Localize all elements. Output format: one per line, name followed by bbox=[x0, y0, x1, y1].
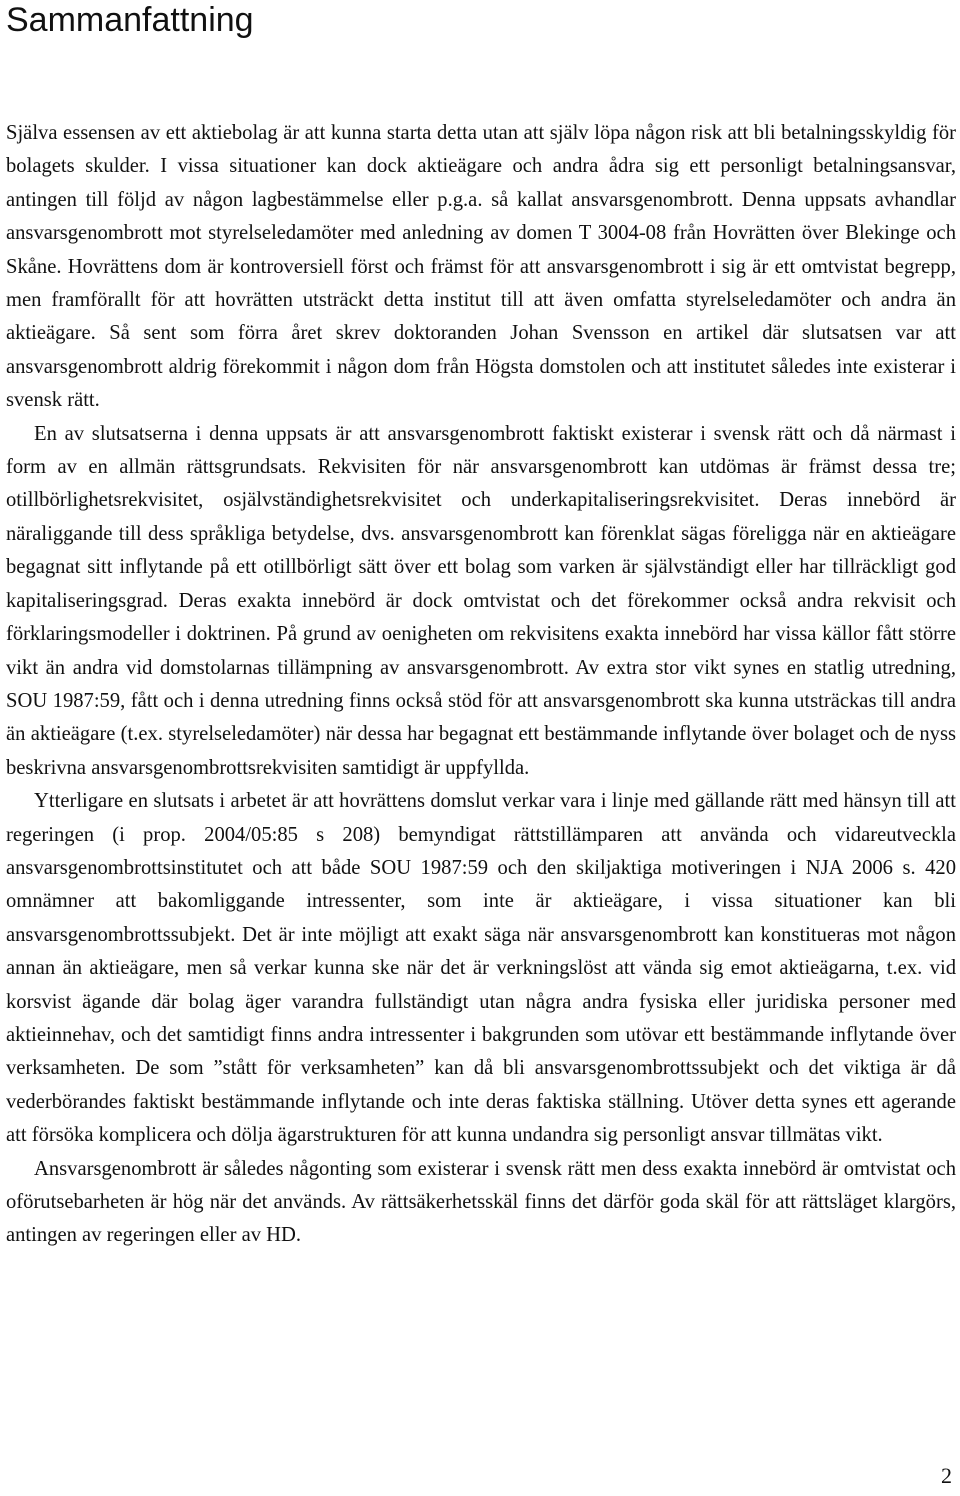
paragraph-2: En av slutsatserna i denna uppsats är att ansvarsgenombrott faktiskt existerar i svensk rätt och då närmast i form av en allmän rättsgrundsats. Rekvisiten för när ansvarsgenombrott kan utdömas är främst dessa tre; otillbörlighetsrekvisitet, osjälvständighetsrekvisitet och underkapitaliseringsrekvisitet. Deras innebörd är näraliggande till dess språkliga betydelse, dvs. ansvarsgenombrott kan förenklat sägas föreligga när en aktieägare begagnat sitt inflytande på ett otillbörligt sätt över ett bolag som varken är självständigt eller har tillräckligt god kapitaliseringsgrad. Deras exakta innebörd är dock omtvistat och det förekommer också andra rekvisit och förklaringsmodeller i doktrinen. På grund av oenigheten om rekvisitens exakta innebörd har vissa källor fått större vikt än andra vid domstolarnas tillämpning av ansvarsgenombrott. Av extra stor vikt synes en statlig utredning, SOU 1987:59, fått och i denna utredning finns också stöd för att ansvarsgenombrott ska kunna utsträckas till andra än aktieägare (t.ex. styrelseledamöter) när dessa har begagnat ett bestämmande inflytande över bolaget och de nyss beskrivna ansvarsgenombrottsrekvisiten samtidigt är uppfyllda. bbox=[6, 422, 956, 779]
page-number: 2 bbox=[941, 1463, 952, 1488]
paragraph-4: Ansvarsgenombrott är således någonting som existerar i svensk rätt men dess exakta innebörd är omtvistat och oförutsebarheten är hög när det används. Av rättsäkerhetsskäl finns det därför goda skäl för att rättsläget klargörs, antingen av regeringen eller av HD. bbox=[6, 1157, 956, 1247]
paragraph-3: Ytterligare en slutsats i arbetet är att hovrättens domslut verkar vara i linje med gällande rätt med hänsyn till att regeringen (i prop. 2004/05:85 s 208) bemyndigat rättstillämparen att använda och vidareutveckla ansvarsgenombrottsinstitutet och att både SOU 1987:59 och den skiljaktiga motiveringen i NJA 2006 s. 420 omnämner att bakomliggande intressenter, som inte är aktieägare, i vissa situationer kan bli ansvarsgenombrottssubjekt. Det är inte möjligt att exakt säga när ansvarsgenombrott kan konstitueras mot någon annan än aktieägare, men så verkar kunna ske när det är verkningslöst att vända sig emot aktieägarna, t.ex. vid korsvist ägande där bolag äger varandra fullständigt utan några andra fysiska eller juridiska personer med aktieinnehav, och det samtidigt finns andra intressenter i bakgrunden som utövar ett bestämmande inflytande över verksamheten. De som ”stått för verksamheten” kan då bli ansvarsgenombrottssubjekt och det viktiga är då vederbörandes faktiskt bestämmande inflytande och inte deras faktiska ställning. Utöver detta synes ett agerande att försöka komplicera och dölja ägarstrukturen för att kunna undandra sig personligt ansvar tillmätas vikt. bbox=[6, 790, 956, 1147]
paragraph-1: Själva essensen av ett aktiebolag är att kunna starta detta utan att själv löpa någon risk att bli betalningsskyldig för bolagets skulder. I vissa situationer kan dock aktieägare och andra ådra sig ett personligt betalningsansvar, antingen till följd av någon lagbestämmelse eller p.g.a. så kallat ansvarsgenombrott. Denna uppsats avhandlar ansvarsgenombrott mot styrelseledamöter med anledning av domen T 3004-08 från Hovrätten över Blekinge och Skåne. Hovrättens dom är kontroversiell först och främst för att ansvarsgenombrott i sig är ett omtvistat begrepp, men framförallt för att hovrätten utsträckt detta institut till att även omfatta styrelseledamöter och andra än aktieägare. Så sent som förra året skrev doktoranden Johan Svensson en artikel där slutsatsen var att ansvarsgenombrott aldrig förekommit i någon dom från Högsta domstolen och att institutet således inte existerar i svensk rätt. bbox=[6, 122, 956, 412]
page-title: Sammanfattning bbox=[6, 1, 254, 39]
summary-body bbox=[6, 117, 956, 1253]
